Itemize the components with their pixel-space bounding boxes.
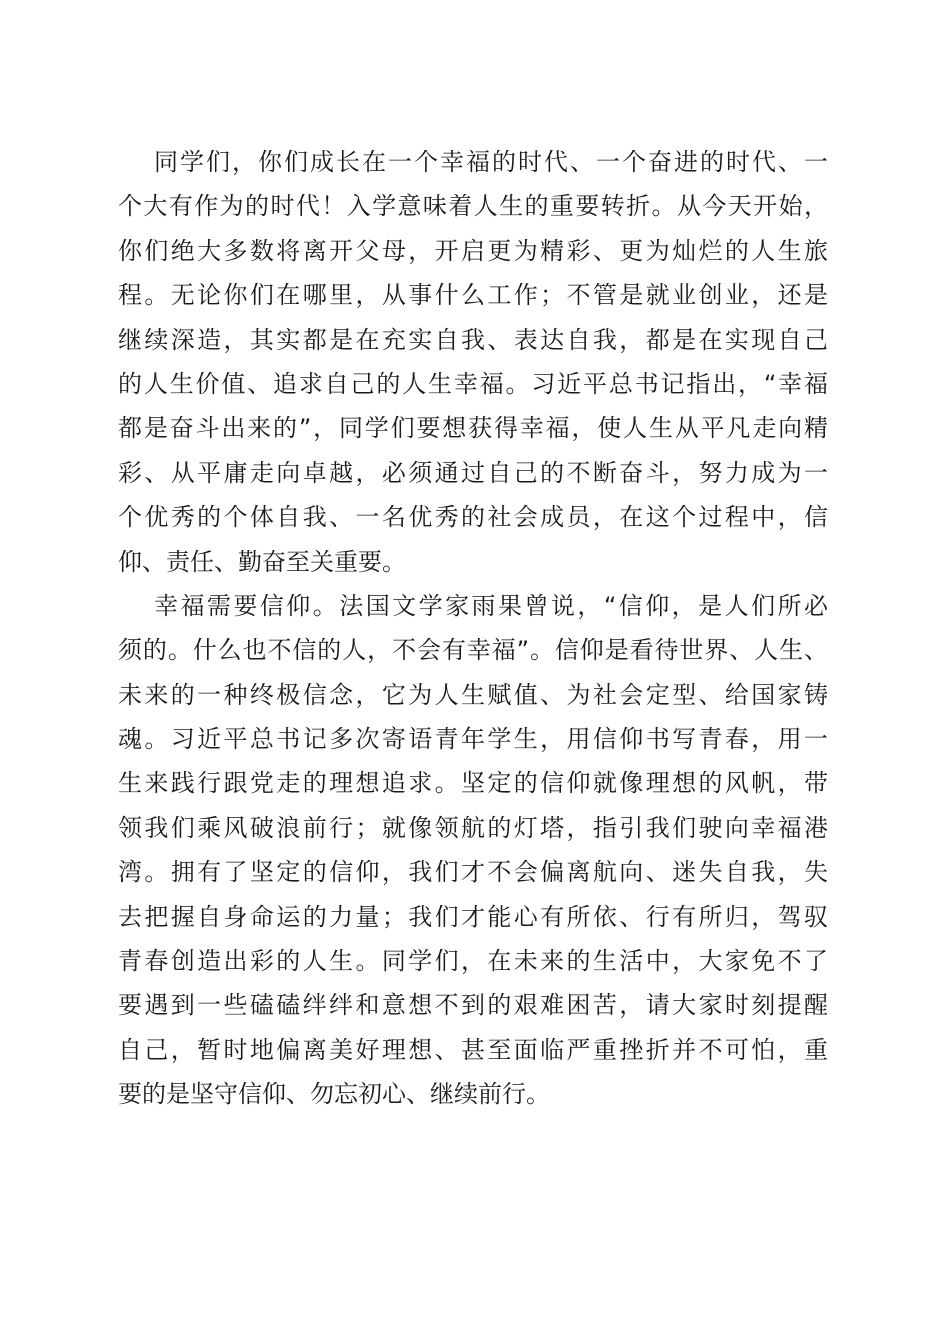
text-line: 仰、责任、勤奋至关重要。 bbox=[118, 547, 406, 576]
text-line: 魂。习近平总书记多次寄语青年学生，用信仰书写青春，用一 bbox=[118, 725, 828, 754]
text-line: 个大有作为的时代！入学意味着人生的重要转折。从今天开始， bbox=[118, 192, 828, 221]
text-line: 彩、从平庸走向卓越，必须通过自己的不断奋斗，努力成为一 bbox=[118, 458, 828, 487]
document-body bbox=[118, 140, 828, 1117]
paragraph-happiness-era bbox=[118, 140, 828, 584]
text-line: 的人生价值、追求自己的人生幸福。习近平总书记指出，“幸福 bbox=[118, 369, 828, 398]
text-line: 继续深造，其实都是在充实自我、表达自我，都是在实现自己 bbox=[118, 325, 828, 354]
text-line: 去把握自身命运的力量；我们才能心有所依、行有所归，驾驭 bbox=[118, 902, 828, 931]
text-line: 幸福需要信仰。法国文学家雨果曾说，“信仰，是人们所必 bbox=[154, 591, 828, 620]
text-line: 程。无论你们在哪里，从事什么工作；不管是就业创业，还是 bbox=[118, 281, 828, 310]
text-line: 须的。什么也不信的人，不会有幸福”。信仰是看待世界、人生、 bbox=[118, 636, 828, 665]
text-line: 青春创造出彩的人生。同学们，在未来的生活中，大家免不了 bbox=[118, 947, 828, 976]
text-line: 湾。拥有了坚定的信仰，我们才不会偏离航向、迷失自我，失 bbox=[118, 858, 828, 887]
paragraph-faith bbox=[118, 584, 828, 1117]
text-line: 要的是坚守信仰、勿忘初心、继续前行。 bbox=[118, 1080, 550, 1109]
text-line: 生来践行跟党走的理想追求。坚定的信仰就像理想的风帆，带 bbox=[118, 769, 828, 798]
text-line: 领我们乘风破浪前行；就像领航的灯塔，指引我们驶向幸福港 bbox=[118, 813, 828, 842]
text-line: 你们绝大多数将离开父母，开启更为精彩、更为灿烂的人生旅 bbox=[118, 236, 828, 265]
text-line: 同学们，你们成长在一个幸福的时代、一个奋进的时代、一 bbox=[154, 148, 828, 176]
text-line: 要遇到一些磕磕绊绊和意想不到的艰难困苦，请大家时刻提醒 bbox=[118, 991, 828, 1020]
text-line: 未来的一种终极信念，它为人生赋值、为社会定型、给国家铸 bbox=[118, 680, 828, 709]
text-line: 都是奋斗出来的”，同学们要想获得幸福，使人生从平凡走向精 bbox=[118, 414, 828, 443]
text-line: 自己，暂时地偏离美好理想、甚至面临严重挫折并不可怕，重 bbox=[118, 1035, 828, 1064]
text-line: 个优秀的个体自我、一名优秀的社会成员，在这个过程中，信 bbox=[118, 503, 828, 532]
